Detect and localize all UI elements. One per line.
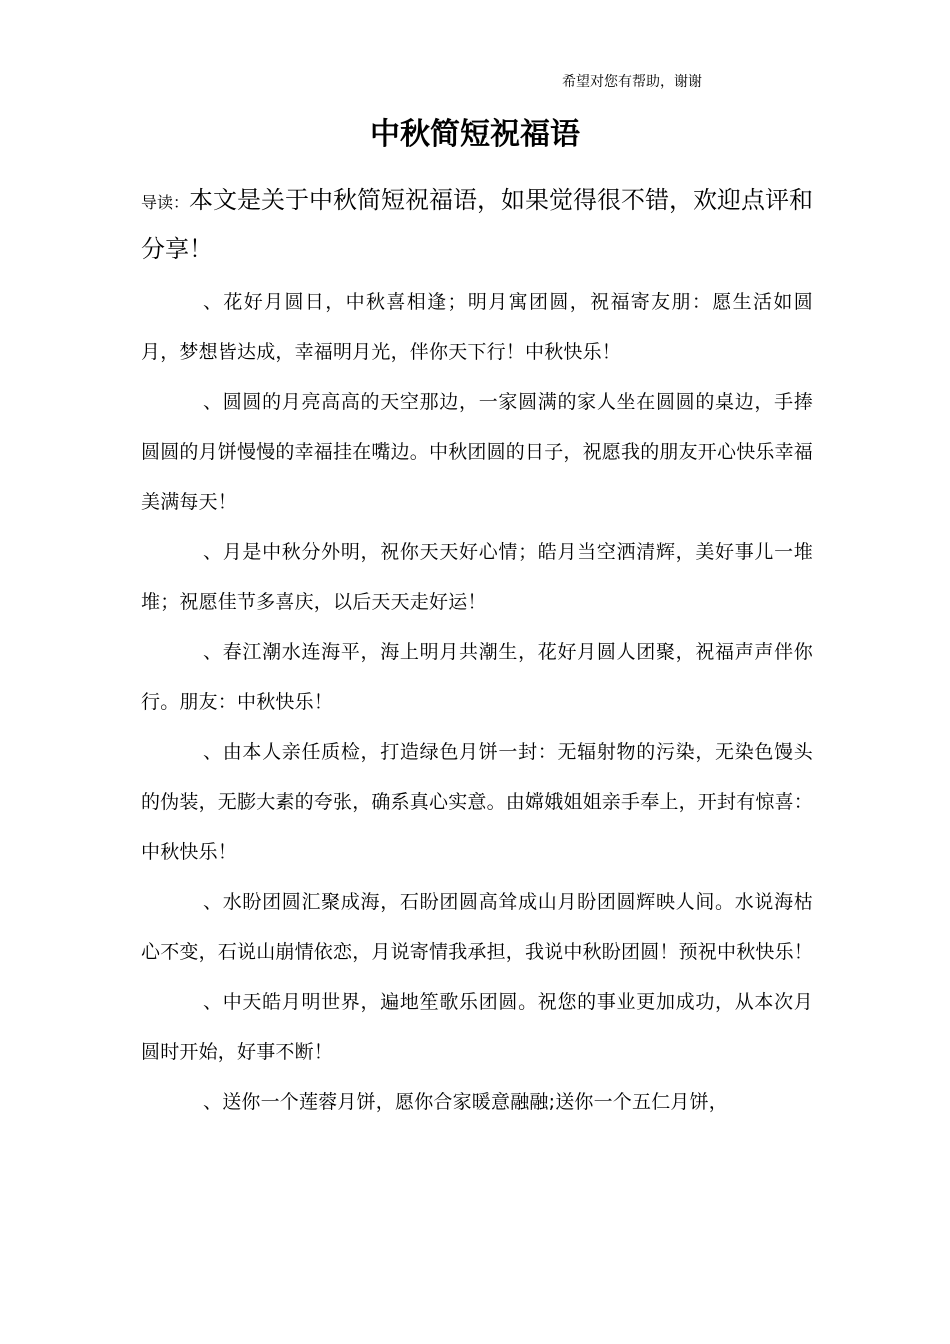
wish-paragraph: 、月是中秋分外明，祝你天天好心情；皓月当空洒清辉，美好事儿一堆堆；祝愿佳节多喜庆，以后天天走好运！ (141, 541, 813, 613)
wish-paragraph: 、水盼团圆汇聚成海，石盼团圆高耸成山月盼团圆辉映人间。水说海枯心不变，石说山崩情依恋，月说寄情我承担，我说中秋盼团圆！预祝中秋快乐！ (141, 891, 814, 963)
intro-text: 本文是关于中秋简短祝福语，如果觉得很不错，欢迎点评和分享！ (141, 186, 814, 263)
wish-paragraph: 、送你一个莲蓉月饼，愿你合家暖意融融;送你一个五仁月饼， (203, 1091, 729, 1113)
wish-paragraph: 、圆圆的月亮高高的天空那边，一家圆满的家人坐在圆圆的桌边，手捧圆圆的月饼慢慢的幸福挂在嘴边。中秋团圆的日子，祝愿我的朋友开心快乐幸福美满每天！ (141, 391, 814, 513)
intro-label: 导读： (141, 193, 190, 212)
wish-paragraph: 、花好月圆日，中秋喜相逢；明月寓团圆，祝福寄友朋：愿生活如圆月，梦想皆达成，幸福明月光，伴你天下行！中秋快乐！ (141, 291, 813, 363)
header-note: 希望对您有帮助，谢谢 (562, 74, 702, 90)
intro-paragraph (141, 177, 813, 273)
wish-paragraph: 、由本人亲任质检，打造绿色月饼一封：无辐射物的污染，无染色馒头的伪装，无膨大素的夸张，确系真心实意。由嫦娥姐姐亲手奉上，开封有惊喜：中秋快乐！ (141, 741, 814, 863)
wish-list (141, 277, 813, 1127)
wish-paragraph: 、春江潮水连海平，海上明月共潮生，花好月圆人团聚，祝福声声伴你行。朋友：中秋快乐！ (141, 641, 813, 713)
wish-paragraph: 、中天皓月明世界，遍地笙歌乐团圆。祝您的事业更加成功，从本次月圆时开始，好事不断！ (141, 991, 813, 1063)
document-title: 中秋简短祝福语 (370, 117, 580, 152)
